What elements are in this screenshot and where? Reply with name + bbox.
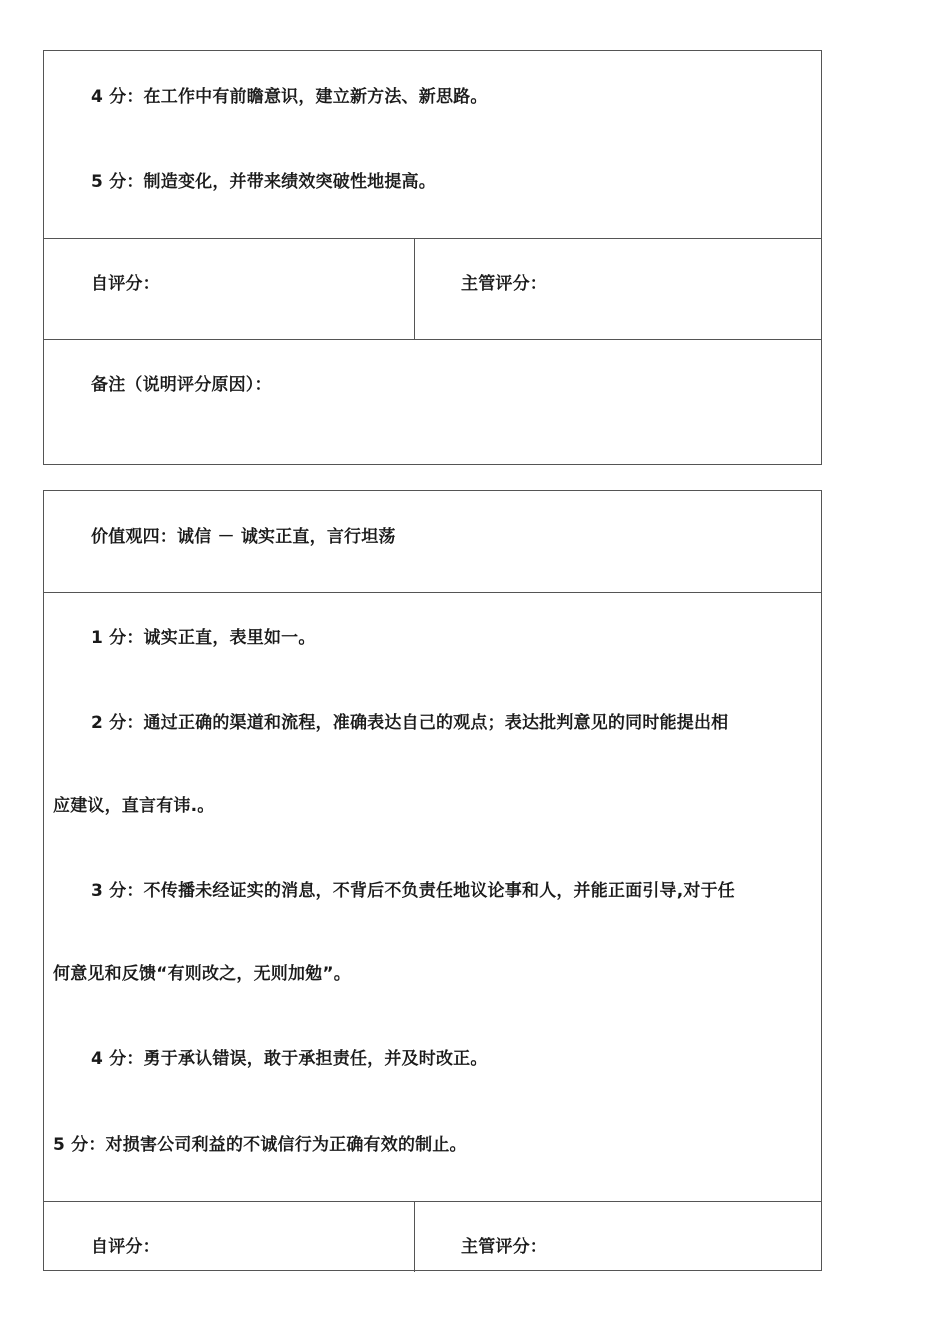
- score-4-criteria: 4 分：在工作中有前瞻意识，建立新方法、新思路。: [91, 87, 488, 107]
- column-divider: [414, 238, 415, 339]
- score-4-criteria: 4 分：勇于承认错误，敢于承担责任，并及时改正。: [91, 1049, 488, 1069]
- evaluation-table-integrity: [43, 490, 822, 1271]
- self-score-label: 自评分：: [91, 274, 160, 294]
- score-2-criteria-line2: 应建议，直言有讳.。: [53, 796, 215, 816]
- score-5-criteria: 5 分：制造变化，并带来绩效突破性地提高。: [91, 172, 436, 192]
- manager-score-label: 主管评分：: [461, 1237, 547, 1257]
- score-5-criteria: 5 分：对损害公司利益的不诚信行为正确有效的制止。: [53, 1135, 467, 1155]
- evaluation-table-continued: [43, 50, 822, 465]
- score-2-criteria-line1: 2 分：通过正确的渠道和流程，准确表达自己的观点；表达批判意见的同时能提出相: [91, 713, 729, 733]
- self-score-label: 自评分：: [91, 1237, 160, 1257]
- manager-score-label: 主管评分：: [461, 274, 547, 294]
- row-divider: [44, 339, 821, 340]
- row-divider: [44, 592, 821, 593]
- score-3-criteria-line1: 3 分：不传播未经证实的消息，不背后不负责任地议论事和人，并能正面引导,对于任: [91, 881, 736, 901]
- score-3-criteria-line2: 何意见和反馈“有则改之，无则加勉”。: [53, 964, 351, 984]
- value-title: 价值观四：诚信 － 诚实正直，言行坦荡: [91, 527, 396, 547]
- remarks-label: 备注（说明评分原因）：: [91, 375, 272, 395]
- row-divider: [44, 238, 821, 239]
- score-1-criteria: 1 分：诚实正直，表里如一。: [91, 628, 316, 648]
- column-divider: [414, 1201, 415, 1272]
- row-divider: [44, 1201, 821, 1202]
